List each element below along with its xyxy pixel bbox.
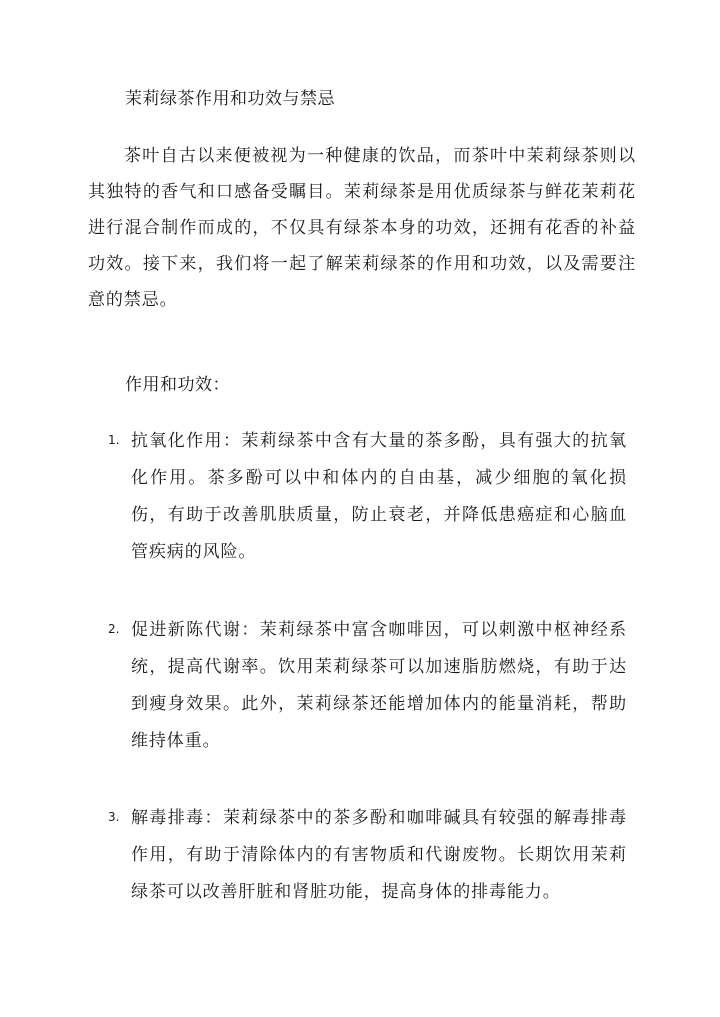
intro-paragraph: 茶叶自古以来便被视为一种健康的饮品，而茶叶中茉莉绿茶则以其独特的香气和口感备受瞩目。茉莉绿茶是用优质绿茶与鲜花茉莉花进行混合制作而成的，不仅具有绿茶本身的功效，还拥有花香的补益功效。接下来，我们将一起了解茉莉绿茶的作用和功效，以及需要注意的禁忌。 [88,146,636,310]
section-heading: 作用和功效： [125,375,230,395]
list-item-number: 3. [108,810,120,824]
document-title: 茉莉绿茶作用和功效与禁忌 [125,89,335,109]
list-item-number: 2. [108,622,120,636]
list-item-number: 1. [108,433,120,447]
list-item-text: 促进新陈代谢：茉莉绿茶中富含咖啡因，可以刺激中枢神经系统，提高代谢率。饮用茉莉绿茶可以加速脂肪燃烧，有助于达到瘦身效果。此外，茉莉绿茶还能增加体内的能量消耗，帮助维持体重。 [131,620,627,751]
list-item-text: 解毒排毒：茉莉绿茶中的茶多酚和咖啡碱具有较强的解毒排毒作用，有助于清除体内的有害物质和代谢废物。长期饮用茉莉绿茶可以改善肝脏和肾脏功能，提高身体的排毒能力。 [131,808,627,902]
list-item-text: 抗氧化作用：茉莉绿茶中含有大量的茶多酚，具有强大的抗氧化作用。茶多酚可以中和体内的自由基，减少细胞的氧化损伤，有助于改善肌肤质量，防止衰老，并降低患癌症和心脑血管疾病的风险。 [131,431,627,562]
